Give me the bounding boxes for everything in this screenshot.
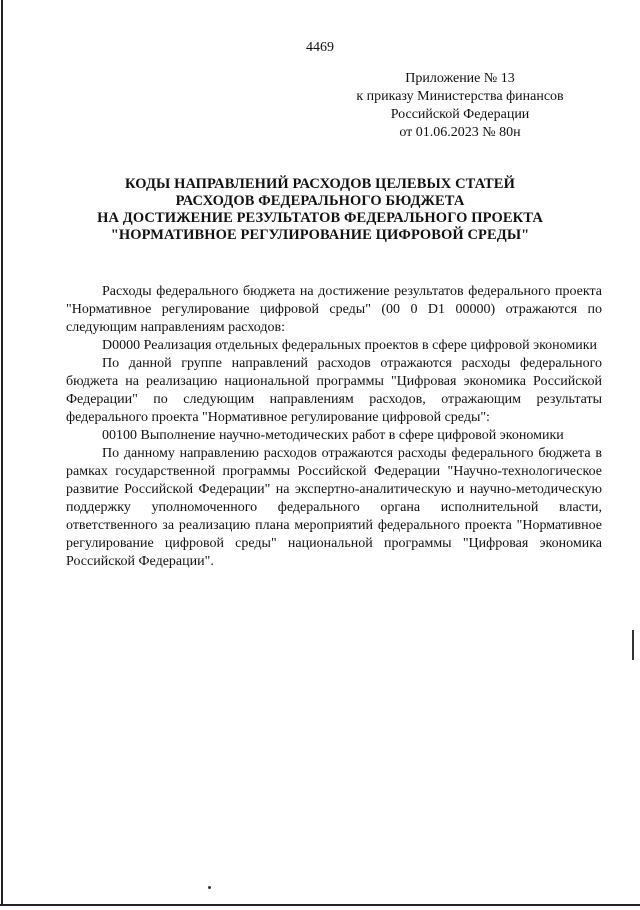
document-body — [66, 283, 602, 571]
appendix-line: от 01.06.2023 № 80н — [399, 125, 521, 140]
scan-border-bottom — [0, 904, 640, 906]
page-number: 4469 — [306, 40, 334, 55]
scan-dot — [208, 886, 211, 889]
appendix-block — [330, 70, 590, 142]
document-title — [40, 176, 600, 244]
title-line: РАСХОДОВ ФЕДЕРАЛЬНОГО БЮДЖЕТА — [175, 193, 465, 209]
title-line: НА ДОСТИЖЕНИЕ РЕЗУЛЬТАТОВ ФЕДЕРАЛЬНОГО ПРОЕКТА — [97, 210, 543, 226]
scan-border-left — [1, 0, 3, 905]
appendix-line: к приказу Министерства финансов — [356, 89, 564, 104]
title-line: "НОРМАТИВНОЕ РЕГУЛИРОВАНИЕ ЦИФРОВОЙ СРЕДЫ" — [110, 227, 530, 243]
paragraph-group-description: По данной группе направлений расходов отражаются расходы федерального бюджета на реализацию национальной программы "Цифровая экономика Российской Федерации" по следующим направлениям расходов, отражающим результаты федерального проекта "Нормативное регулирование цифровой среды": — [66, 356, 602, 425]
paragraph-intro: Расходы федерального бюджета на достижение результатов федерального проекта "Нормативное регулирование цифровой среды" (00 0 D1 00000) отражаются по следующим направлениям расходов: — [66, 284, 602, 335]
paragraph-code-00100: 00100 Выполнение научно-методических работ в сфере цифровой экономики — [102, 428, 564, 443]
appendix-line: Российской Федерации — [390, 107, 530, 122]
appendix-line: Приложение № 13 — [405, 71, 515, 86]
scan-edge-mark — [632, 630, 634, 660]
title-line: КОДЫ НАПРАВЛЕНИЙ РАСХОДОВ ЦЕЛЕВЫХ СТАТЕЙ — [125, 176, 515, 192]
paragraph-code-d0000: D0000 Реализация отдельных федеральных проектов в сфере цифровой экономики — [102, 338, 598, 353]
paragraph-direction-description: По данному направлению расходов отражаются расходы федерального бюджета в рамках государственной программы Российской Федерации "Научно-технологическое развитие Российской Федерации" на экспертно-аналитическую и научно-методическую поддержку уполномоченного федерального органа исполнительной власти, ответственного за реализацию плана мероприятий федерального проекта "Нормативное регулирование цифровой среды" национальной программы "Цифровая экономика Российской Федерации". — [66, 446, 602, 569]
